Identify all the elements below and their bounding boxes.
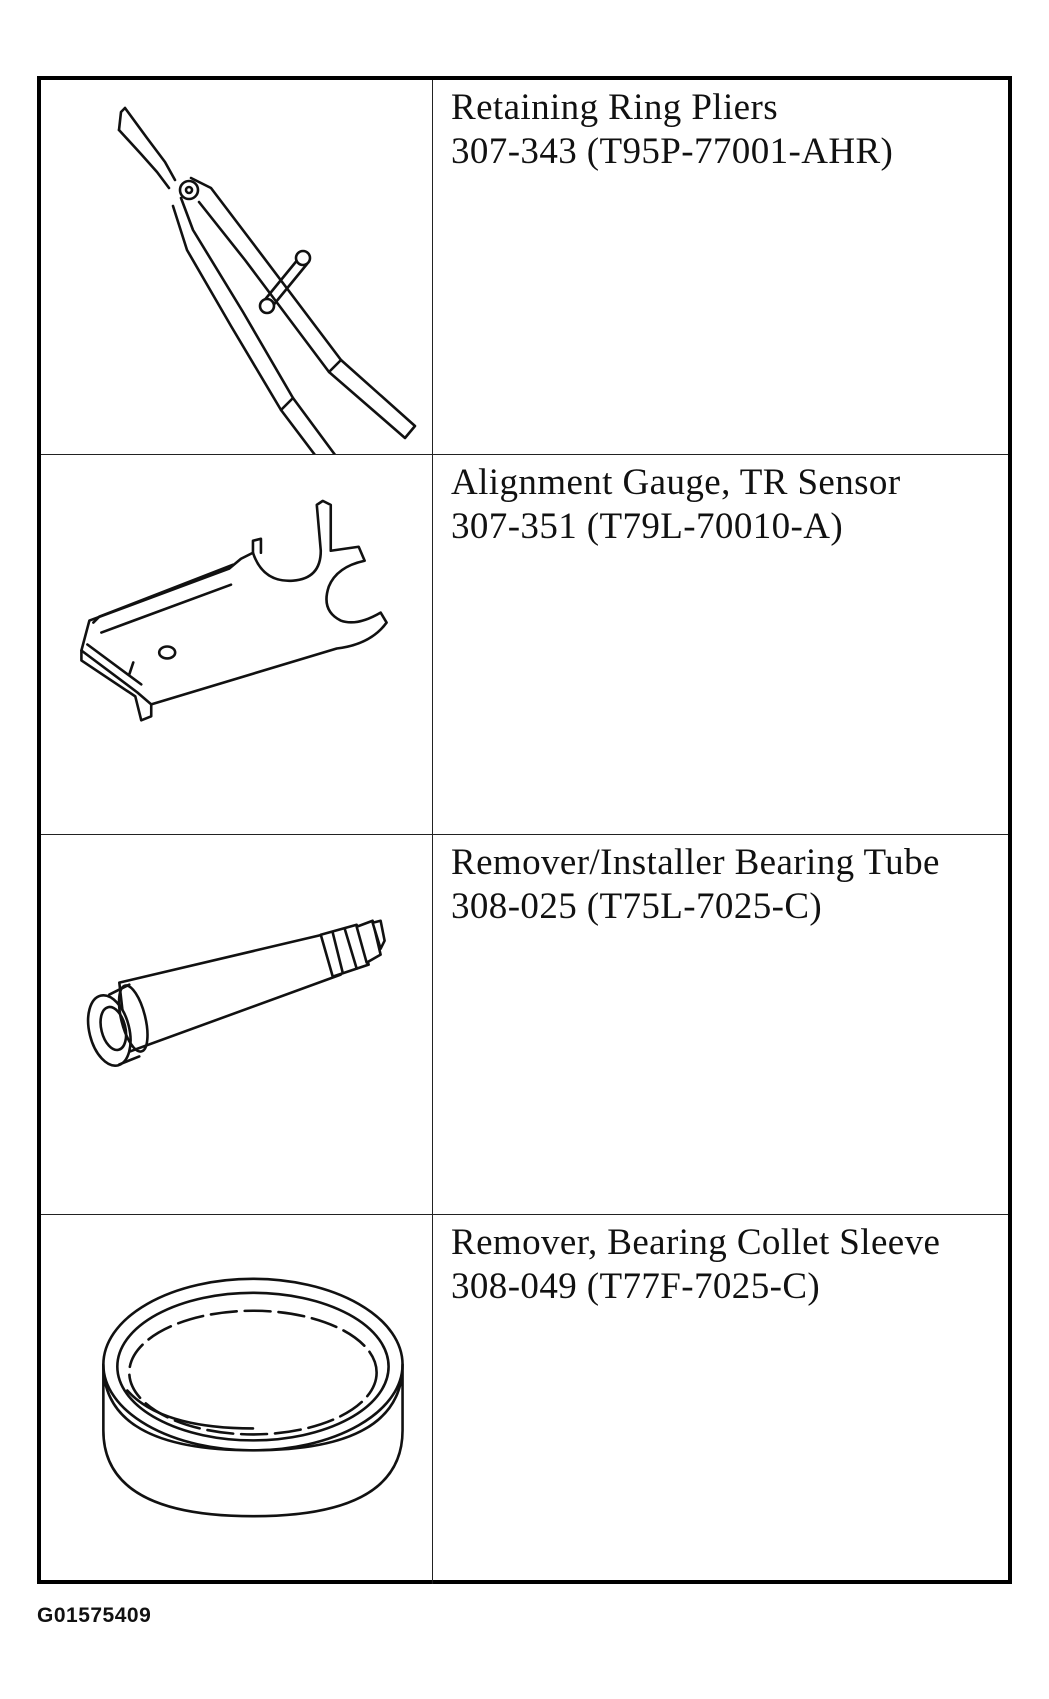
alignment-gauge-icon: [41, 455, 432, 834]
retaining-ring-pliers-drawing: [41, 80, 432, 454]
figure-id: G01575409: [37, 1604, 152, 1627]
column-divider: [432, 1215, 433, 1584]
collet-sleeve-icon: [41, 1215, 432, 1584]
retaining-ring-pliers-icon: [41, 80, 432, 454]
tool-row-bearing-tube: [41, 834, 1008, 1214]
column-divider: [432, 80, 433, 454]
alignment-gauge-drawing: [41, 455, 432, 834]
tool-description: [451, 841, 998, 929]
bearing-tube-icon: [41, 835, 432, 1214]
tool-name: Remover/Installer Bearing Tube: [451, 842, 940, 883]
tool-code: 307-351 (T79L-70010-A): [451, 506, 844, 547]
tool-name: Retaining Ring Pliers: [451, 87, 779, 128]
bearing-tube-drawing: [41, 835, 432, 1214]
special-tools-table: [37, 76, 1012, 1584]
column-divider: [432, 455, 433, 834]
tool-description: [451, 461, 998, 549]
tool-name: Remover, Bearing Collet Sleeve: [451, 1222, 941, 1263]
tool-description: [451, 86, 998, 174]
tool-row-retaining-ring-pliers: [41, 80, 1008, 454]
tool-name: Alignment Gauge, TR Sensor: [451, 462, 901, 503]
tool-row-alignment-gauge: [41, 454, 1008, 834]
column-divider: [432, 835, 433, 1214]
tool-row-collet-sleeve: [41, 1214, 1008, 1584]
tool-code: 308-049 (T77F-7025-C): [451, 1266, 821, 1307]
collet-sleeve-drawing: [41, 1215, 432, 1584]
tool-code: 307-343 (T95P-77001-AHR): [451, 131, 894, 172]
tool-description: [451, 1221, 998, 1309]
tool-code: 308-025 (T75L-7025-C): [451, 886, 823, 927]
